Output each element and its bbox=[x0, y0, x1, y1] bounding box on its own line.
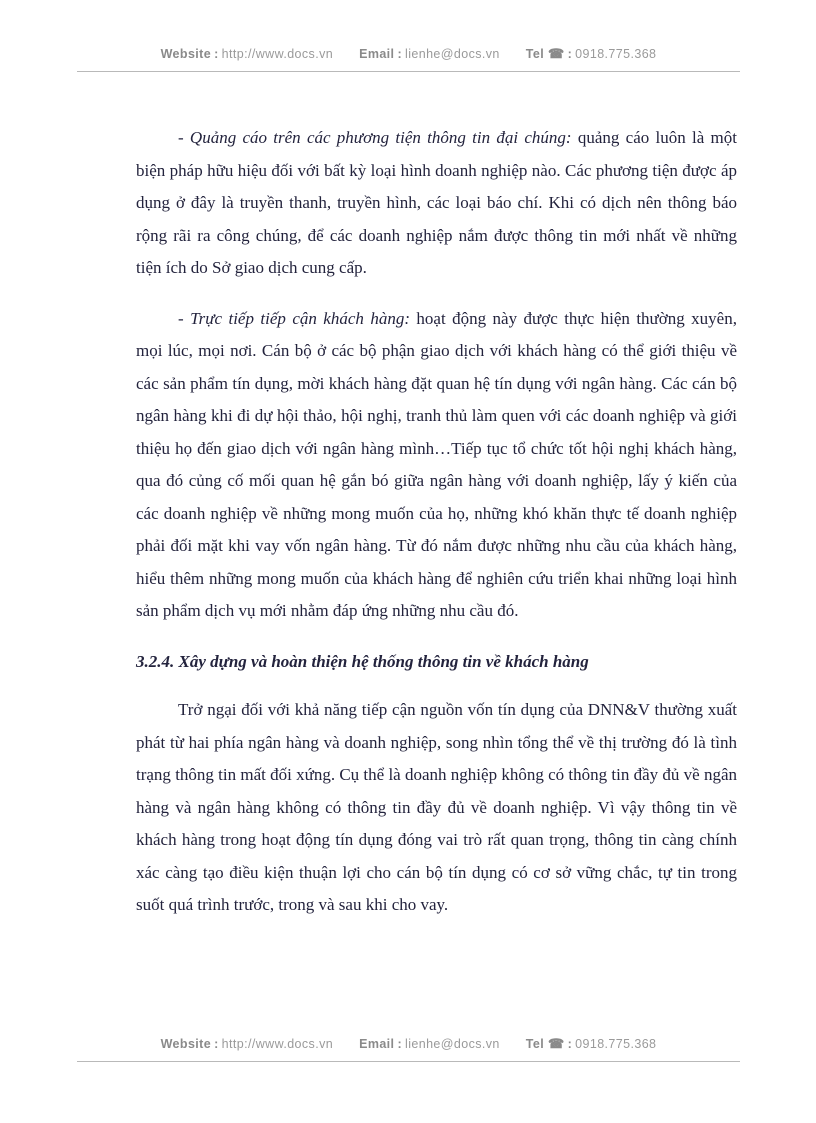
footer-tel-separator: : bbox=[567, 1037, 573, 1051]
paragraph-advertising-lead: - Quảng cáo trên các phương tiện thông tin đại chúng: bbox=[178, 128, 572, 147]
footer-email-label: Email bbox=[359, 1037, 395, 1051]
header-tel-separator: : bbox=[567, 47, 573, 61]
header-website-url: http://www.docs.vn bbox=[221, 47, 334, 61]
paragraph-advertising-body: quảng cáo luôn là một biện pháp hữu hiệu đối với bất kỳ loại hình doanh nghiệp nào. Các phương tiện được áp dụng ở đây là truyền thanh, truyền hình, các loại báo chí. Khi có dịch nên thông báo rộng rãi ra công chúng, để các doanh nghiệp nắm được thông tin mới nhất về những tiện ích do Sở giao dịch cung cấp. bbox=[136, 128, 737, 277]
header-tel-label: Tel bbox=[525, 47, 545, 61]
phone-icon: ☎ bbox=[547, 46, 565, 61]
header-website-separator: : bbox=[214, 47, 219, 61]
header-email-address: lienhe@docs.vn bbox=[405, 47, 500, 61]
paragraph-direct-approach-lead: - Trực tiếp tiếp cận khách hàng: bbox=[178, 308, 410, 328]
header-website-label: Website bbox=[160, 47, 212, 61]
page-footer bbox=[77, 1036, 740, 1062]
page-header bbox=[77, 46, 740, 72]
footer-tel-label: Tel bbox=[525, 1037, 545, 1051]
header-email-separator: : bbox=[397, 47, 403, 61]
footer-website-label: Website bbox=[160, 1037, 212, 1051]
paragraph-direct-approach-body: hoạt động này được thực hiện thường xuyên, mọi lúc, mọi nơi. Cán bộ ở các bộ phận giao dịch với khách hàng có thể giới thiệu về các sản phẩm tín dụng, mời khách hàng đặt quan hệ tín dụng với ngân hàng. Các cán bộ ngân hàng khi đi dự hội thảo, hội nghị, tranh thủ làm quen với các doanh nghiệp và giới thiệu họ đến giao dịch với ngân hàng mình…Tiếp tục tổ chức tốt hội nghị khách hàng, qua đó củng cố mối quan hệ gắn bó giữa ngân hàng với doanh nghiệp, lấy ý kiến của các doanh nghiệp về những mong muốn của họ, những khó khăn thực tế doanh nghiệp phải đối mặt khi vay vốn ngân hàng. Từ đó nắm được những nhu cầu của khách hàng, hiểu thêm những mong muốn của khách hàng để nghiên cứu triển khai những loại hình sản phẩm dịch vụ mới nhằm đáp ứng những nhu cầu đó. bbox=[136, 308, 737, 620]
header-email-label: Email bbox=[359, 47, 395, 61]
section-heading-3-2-4: 3.2.4. Xây dựng và hoàn thiện hệ thống thông tin về khách hàng bbox=[136, 651, 589, 671]
paragraph-advertising bbox=[136, 122, 737, 285]
header-tel-number: 0918.775.368 bbox=[575, 47, 657, 61]
footer-email-address: lienhe@docs.vn bbox=[405, 1037, 500, 1051]
footer-tel-number: 0918.775.368 bbox=[575, 1037, 657, 1051]
paragraph-direct-approach bbox=[136, 303, 737, 628]
footer-email-separator: : bbox=[397, 1037, 403, 1051]
document-content bbox=[136, 122, 737, 940]
phone-icon: ☎ bbox=[547, 1036, 565, 1051]
footer-website-separator: : bbox=[214, 1037, 219, 1051]
footer-website-url: http://www.docs.vn bbox=[221, 1037, 334, 1051]
paragraph-customer-information: Trở ngại đối với khả năng tiếp cận nguồn vốn tín dụng của DNN&V thường xuất phát từ hai phía ngân hàng và doanh nghiệp, song nhìn tổng thể về thị trường đó là tình trạng thông tin mất đối xứng. Cụ thể là doanh nghiệp không có thông tin đầy đủ về ngân hàng và ngân hàng không có thông tin đầy đủ về doanh nghiệp. Vì vậy thông tin về khách hàng trong hoạt động tín dụng đóng vai trò rất quan trọng, thông tin càng chính xác càng tạo điều kiện thuận lợi cho cán bộ tín dụng có cơ sở vững chắc, tự tin trong suốt quá trình trước, trong và sau khi cho vay. bbox=[136, 700, 737, 914]
